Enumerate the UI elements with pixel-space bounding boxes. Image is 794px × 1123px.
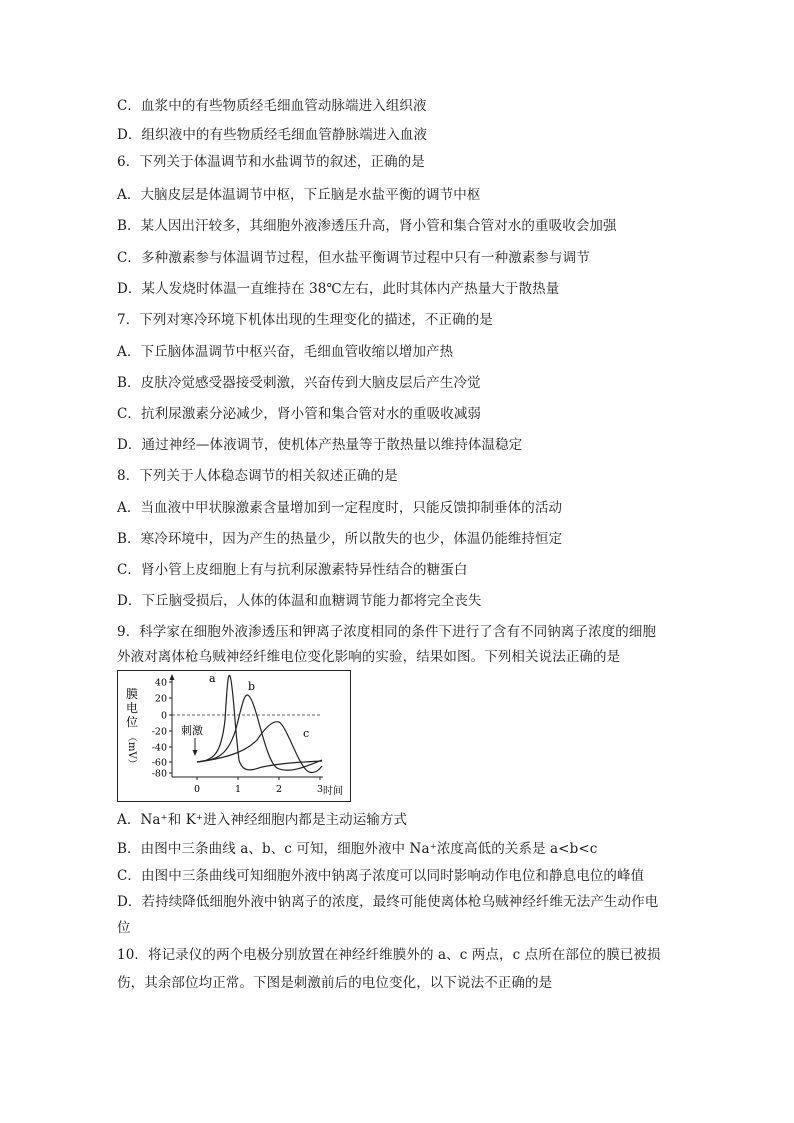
text-line: D．通过神经—体液调节，使机体产热量等于散热量以维持体温稳定: [117, 437, 523, 453]
text-line: 8．下列关于人体稳态调节的相关叙述正确的是: [117, 468, 398, 484]
y-ticks: [152, 678, 172, 780]
text-line: 10．将记录仪的两个电极分别放置在神经纤维膜外的 a、c 两点，c 点所在部位的膜已被损: [117, 947, 661, 963]
y-axis-label-1: 膜: [126, 687, 139, 701]
text-line: 9．科学家在细胞外液渗透压和钾离子浓度相同的条件下进行了含有不同钠离子浓度的细胞: [117, 624, 657, 640]
y-tick-label: -40: [151, 742, 167, 754]
curve-a-label: a: [209, 672, 216, 685]
membrane-potential-plot: [117, 670, 351, 802]
stimulus-arrow-head: [193, 750, 198, 756]
stimulus-label: 刺激: [181, 724, 203, 737]
text-line: A．当血液中甲状腺激素含量增加到一定程度时，只能反馈抑制垂体的活动: [117, 500, 563, 516]
text-line: 位: [117, 920, 131, 936]
y-tick-label: 40: [154, 677, 167, 689]
text-line: 外液对离体枪乌贼神经纤维电位变化影响的实验，结果如图。下列相关说法正确的是: [117, 649, 621, 665]
text-line: C．抗利尿激素分泌减少，肾小管和集合管对水的重吸收减弱: [117, 406, 482, 422]
x-tick-label: 3: [316, 784, 324, 795]
y-tick-label: -60: [151, 757, 167, 769]
text-line: 6．下列关于体温调节和水盐调节的叙述，正确的是: [117, 154, 425, 170]
text-line: A．下丘脑体温调节中枢兴奋，毛细血管收缩以增加产热: [117, 344, 454, 360]
x-tick-label: 0: [193, 784, 201, 795]
text-line: D．若持续降低细胞外液中钠离子的浓度，最终可能使离体枪乌贼神经纤维无法产生动作电: [117, 894, 659, 910]
text-line: D．某人发烧时体温一直维持在 38℃左右，此时其体内产热量大于散热量: [117, 281, 560, 297]
text-line: C．肾小管上皮细胞上有与抗利尿激素特异性结合的糖蛋白: [117, 562, 468, 578]
text-line: C．由图中三条曲线可知细胞外液中钠离子浓度可以同时影响动作电位和静息电位的峰值: [117, 868, 645, 884]
text-line: D．下丘脑受损后，人体的体温和血糖调节能力都将完全丧失: [117, 593, 482, 609]
curve-c-label: c: [303, 727, 310, 740]
y-tick-label: -80: [151, 768, 167, 780]
text-line: B．寒冷环境中，因为产生的热量少，所以散失的也少，体温仍能维持恒定: [117, 531, 563, 547]
membrane-potential-figure: [117, 670, 351, 802]
y-axis-label-2: 电: [126, 701, 139, 715]
curve-b-label: b: [248, 680, 256, 693]
text-line: 7．下列对寒冷环境下机体出现的生理变化的描述，不正确的是: [117, 312, 493, 328]
text-line: C．血浆中的有些物质经毛细血管动脉端进入组织液: [117, 98, 427, 114]
x-tick-label: 1: [234, 784, 242, 795]
y-axis-unit: （mV）: [126, 732, 137, 769]
text-line: A．大脑皮层是体温调节中枢，下丘脑是水盐平衡的调节中枢: [117, 187, 481, 203]
text-line: 伤，其余部位均正常。下图是刺激前后的电位变化，以下说法不正确的是: [117, 975, 553, 991]
y-tick-label: 20: [154, 693, 167, 705]
y-axis-arrow: [170, 674, 175, 680]
text-line: D．组织液中的有些物质经毛细血管静脉端进入血液: [117, 127, 428, 143]
y-axis-label-3: 位: [126, 715, 139, 729]
text-line: B．某人因出汗较多，其细胞外液渗透压升高，肾小管和集合管对水的重吸收会加强: [117, 218, 617, 234]
x-ticks: [194, 777, 323, 795]
text-line: B．由图中三条曲线 a、b、c 可知，细胞外液中 Na⁺浓度高低的关系是 a<b<c: [117, 841, 598, 857]
y-tick-label: 0: [160, 710, 167, 722]
x-axis-label: 时间: [323, 786, 343, 797]
text-line: A．Na⁺和 K⁺进入神经细胞内都是主动运输方式: [117, 812, 408, 828]
y-tick-label: -20: [151, 726, 167, 738]
text-line: C．多种激素参与体温调节过程，但水盐平衡调节过程中只有一种激素参与调节: [117, 250, 590, 266]
text-line: B．皮肤冷觉感受器接受刺激，兴奋传到大脑皮层后产生冷觉: [117, 375, 481, 391]
x-tick-label: 2: [275, 784, 283, 795]
